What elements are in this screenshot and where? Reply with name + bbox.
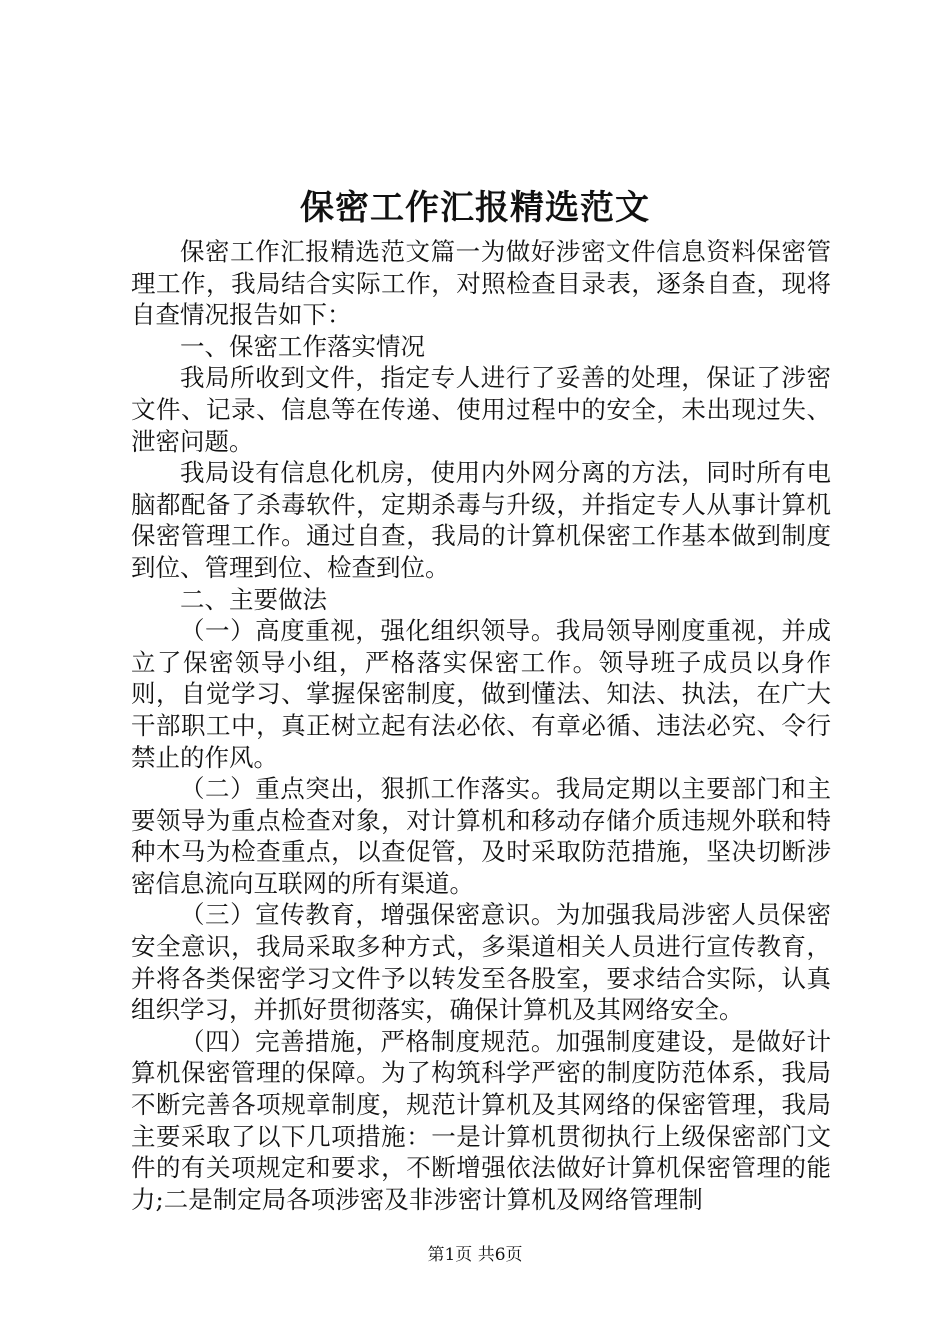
section-heading-1: 一、保密工作落实情况 [180,331,425,361]
paragraph-item-3: （三）宣传教育，增强保密意识。为加强我局涉密人员保密安全意识，我局采取多种方式，多渠道相关人员进行宣传教育，并将各类保密学习文件予以转发至各股室，要求结合实际，认真组织学习，并抓好贯彻落实，确保计算机及其网络安全。 [131,900,831,1025]
paragraph-files: 我局所收到文件，指定专人进行了妥善的处理，保证了涉密文件、记录、信息等在传递、使用过程中的安全，未出现过失、泄密问题。 [131,363,831,456]
paragraph-intro: 保密工作汇报精选范文篇一为做好涉密文件信息资料保密管理工作，我局结合实际工作，对照检查目录表，逐条自查，现将自查情况报告如下： [131,237,831,330]
paragraph-computers: 我局设有信息化机房，使用内外网分离的方法，同时所有电脑都配备了杀毒软件，定期杀毒与升级，并指定专人从事计算机保密管理工作。通过自查，我局的计算机保密工作基本做到制度到位、管理到位、检查到位。 [131,458,831,582]
page-footer: 第1页 共6页 [427,1245,523,1265]
document-body [131,236,831,1215]
paragraph-item-1: （一）高度重视，强化组织领导。我局领导刚度重视，并成立了保密领导小组，严格落实保密工作。领导班子成员以身作则，自觉学习、掌握保密制度，做到懂法、知法、执法，在广大干部职工中，真正树立起有法必依、有章必循、违法必究、令行禁止的作风。 [131,616,831,772]
document-title: 保密工作汇报精选范文 [300,188,650,228]
section-heading-2: 二、主要做法 [180,584,327,614]
paragraph-item-4: （四）完善措施，严格制度规范。加强制度建设，是做好计算机保密管理的保障。为了构筑科学严密的制度防范体系，我局不断完善各项规章制度，规范计算机及其网络的保密管理，我局主要采取了以下几项措施：一是计算机贯彻执行上级保密部门文件的有关项规定和要求，不断增强依法做好计算机保密管理的能力;二是制定局各项涉密及非涉密计算机及网络管理制 [131,1026,831,1214]
paragraph-item-2: （二）重点突出，狠抓工作落实。我局定期以主要部门和主要领导为重点检查对象，对计算机和移动存储介质违规外联和特种木马为检查重点，以查促管，及时采取防范措施，坚决切断涉密信息流向互联网的所有渠道。 [131,774,831,898]
